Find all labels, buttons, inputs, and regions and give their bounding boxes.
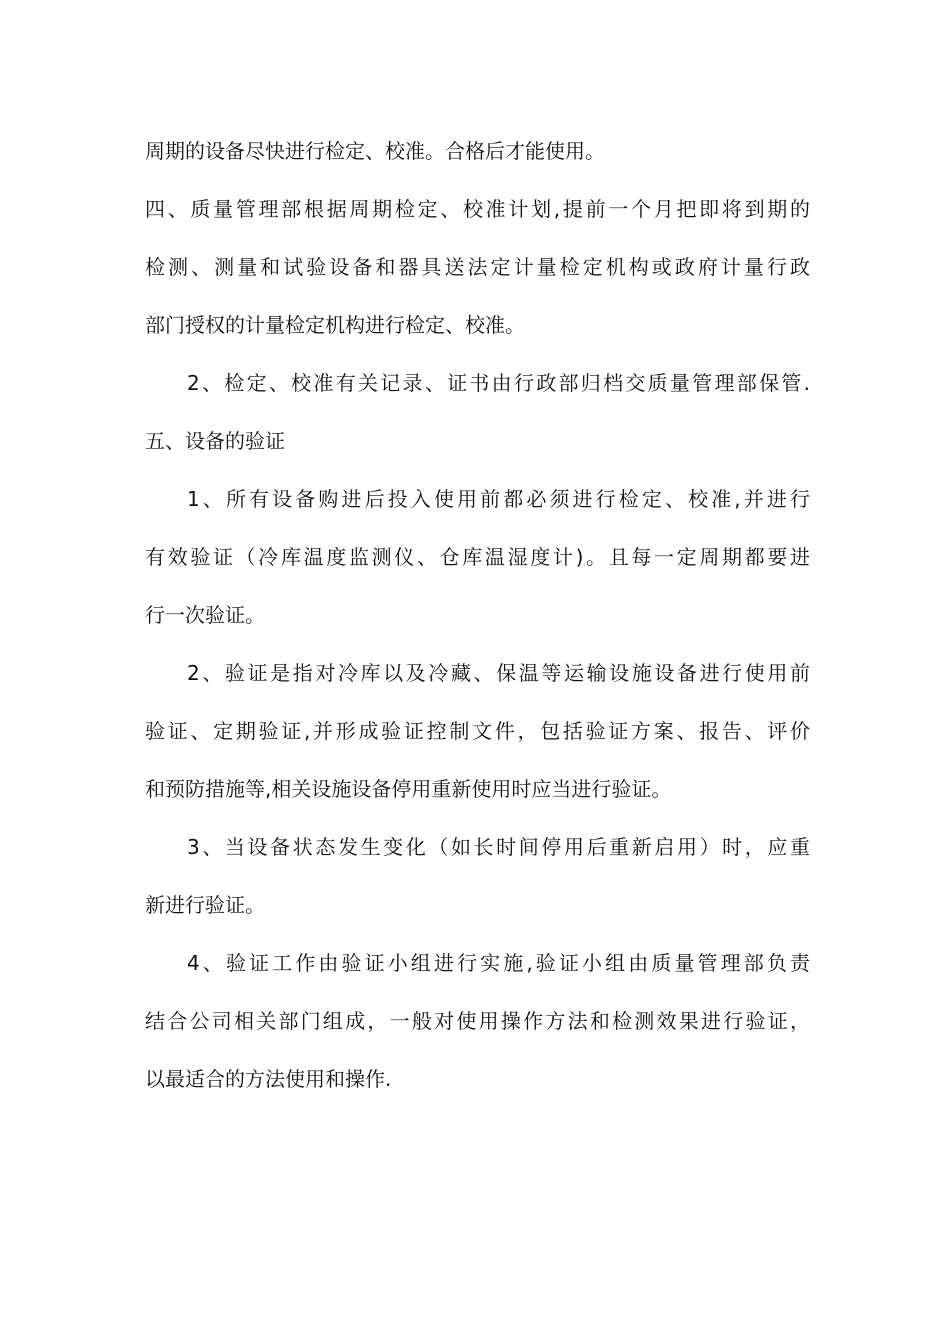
- text-line: 结合公司相关部门组成，一般对使用操作方法和检测效果进行验证，: [145, 1009, 810, 1033]
- text-line: 检测、测量和试验设备和器具送法定计量检定机构或政府计量行政: [145, 255, 810, 279]
- text-line: 1、所有设备购进后投入使用前都必须进行检定、校准,并进行: [187, 487, 810, 511]
- text-line: 以最适合的方法使用和操作.: [145, 1067, 392, 1091]
- text-line: 四、质量管理部根据周期检定、校准计划,提前一个月把即将到期的: [145, 197, 810, 221]
- text-line: 周期的设备尽快进行检定、校准。合格后才能使用。: [145, 139, 605, 163]
- document-body: [145, 122, 810, 1108]
- text-line: 五、设备的验证: [145, 429, 285, 453]
- text-line: 部门授权的计量检定机构进行检定、校准。: [145, 313, 525, 337]
- text-line: 和预防措施等,相关设施设备停用重新使用时应当进行验证。: [145, 777, 672, 801]
- text-line: 2、验证是指对冷库以及冷藏、保温等运输设施设备进行使用前: [187, 661, 810, 685]
- text-line: 4、验证工作由验证小组进行实施,验证小组由质量管理部负责: [187, 951, 810, 975]
- text-line: 有效验证（冷库温度监测仪、仓库温湿度计)。且每一定周期都要进: [145, 545, 810, 569]
- text-line: 行一次验证。: [145, 603, 265, 627]
- text-line: 2、检定、校准有关记录、证书由行政部归档交质量管理部保管.: [187, 371, 810, 395]
- text-line: 3、当设备状态发生变化（如长时间停用后重新启用）时，应重: [187, 835, 810, 859]
- text-line: 验证、定期验证,并形成验证控制文件，包括验证方案、报告、评价: [145, 719, 810, 743]
- text-line: 新进行验证。: [145, 893, 265, 917]
